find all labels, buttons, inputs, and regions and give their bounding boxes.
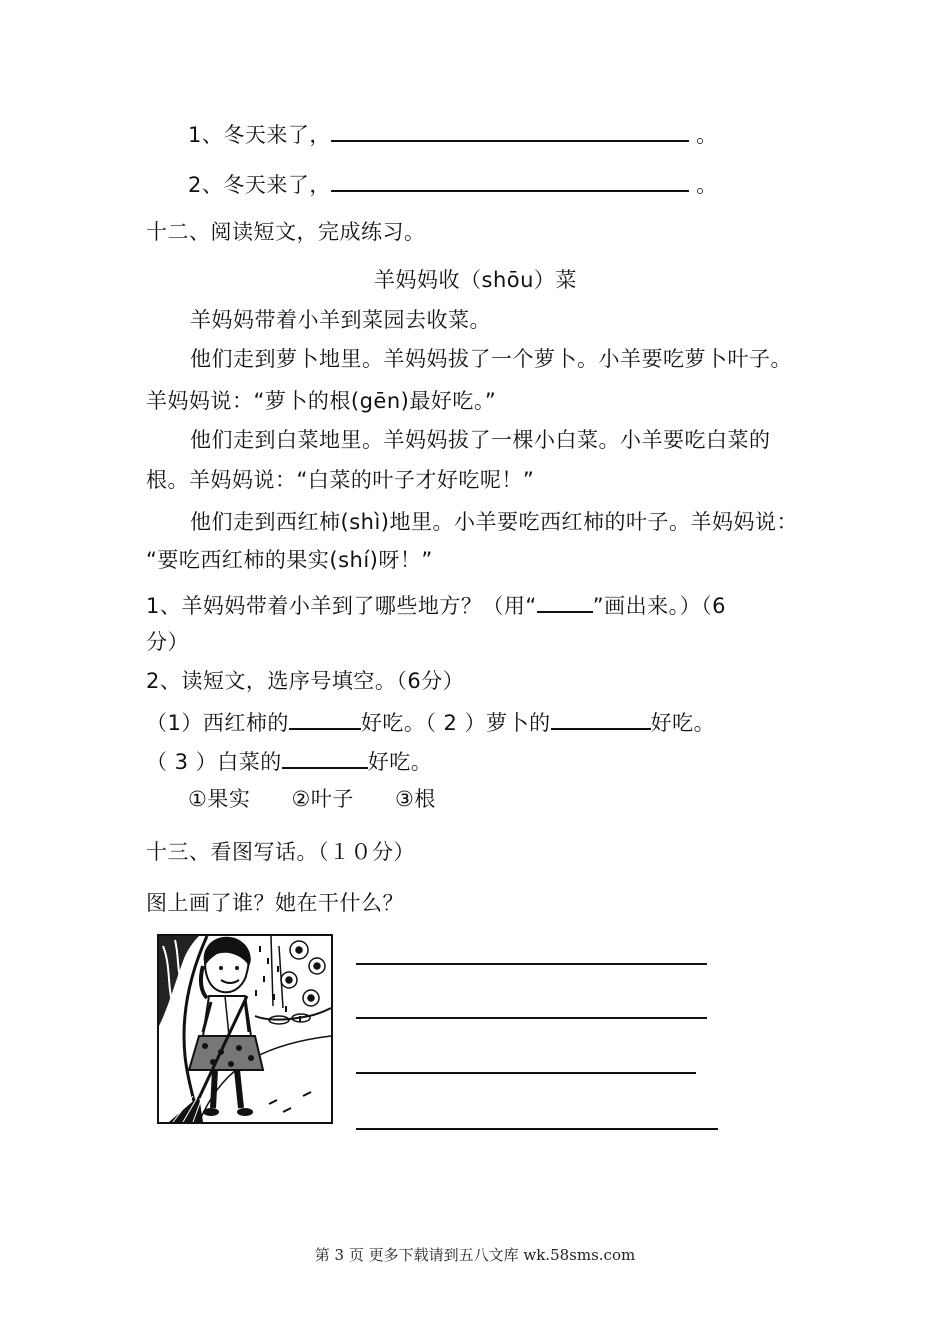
answer-options bbox=[188, 785, 436, 813]
fill-item-1-label: 1、冬天来了， bbox=[188, 123, 331, 147]
fill-item-2-label: 2、冬天来了， bbox=[188, 173, 331, 197]
fill-item-2-end: 。 bbox=[696, 173, 718, 197]
section13-heading: 十三、看图写话。（１０分） bbox=[146, 840, 415, 864]
q2-c-blank[interactable] bbox=[282, 745, 368, 769]
writing-line-1[interactable] bbox=[356, 963, 707, 965]
question-1-text-a: 1、羊妈妈带着小羊到了哪些地方？（用“ bbox=[146, 594, 537, 618]
q2-a-suffix: 好吃。 bbox=[360, 711, 426, 735]
illustration-girl-sweeping bbox=[157, 934, 333, 1124]
q2-c-prefix: （ 3 ）白菜的 bbox=[146, 750, 282, 774]
fill-item-2-blank[interactable] bbox=[331, 168, 689, 192]
question-2-row-1 bbox=[146, 706, 715, 737]
q2-b-blank[interactable] bbox=[551, 706, 651, 730]
question-1 bbox=[146, 589, 726, 620]
writing-line-4[interactable] bbox=[356, 1128, 718, 1130]
story-para-3-line-2: 根。羊妈妈说：“白菜的叶子才好吃呢！” bbox=[146, 468, 535, 492]
q2-a-prefix: （1）西红柿的 bbox=[146, 711, 289, 735]
question-1-text-b: ”画出来。）（6 bbox=[592, 594, 726, 618]
option-2: ②叶子 bbox=[291, 787, 354, 811]
writing-line-2[interactable] bbox=[356, 1017, 707, 1019]
option-1: ①果实 bbox=[188, 787, 251, 811]
story-para-4-line-1: 他们走到西红柿(shì)地里。小羊要吃西红柿的叶子。羊妈妈说： bbox=[190, 510, 798, 534]
story-para-1: 羊妈妈带着小羊到菜园去收菜。 bbox=[190, 308, 491, 332]
section12-heading: 十二、阅读短文，完成练习。 bbox=[146, 220, 426, 244]
q2-c-suffix: 好吃。 bbox=[367, 750, 433, 774]
fill-item-1-blank[interactable] bbox=[331, 118, 689, 142]
page-footer: 第 3 页 更多下载请到五八文库 wk.58sms.com bbox=[314, 1246, 636, 1264]
question-2: 2、读短文，选序号填空。（6分） bbox=[146, 669, 465, 693]
fill-item-2 bbox=[188, 168, 718, 199]
story-para-3-line-1: 他们走到白菜地里。羊妈妈拔了一棵小白菜。小羊要吃白菜的 bbox=[190, 428, 771, 452]
section13-prompt: 图上画了谁？她在干什么？ bbox=[146, 891, 404, 915]
q2-b-suffix: 好吃。 bbox=[650, 711, 716, 735]
fill-item-1-end: 。 bbox=[696, 123, 718, 147]
story-para-2-line-2: 羊妈妈说：“萝卜的根(gēn)最好吃。” bbox=[146, 389, 497, 413]
story-title: 羊妈妈收（shōu）菜 bbox=[374, 268, 577, 292]
q2-a-blank[interactable] bbox=[289, 706, 361, 730]
story-para-4-line-2: “要吃西红柿的果实(shí)呀！” bbox=[146, 548, 433, 572]
question-1-line-2: 分） bbox=[146, 630, 189, 654]
question-1-underline-sample bbox=[537, 589, 593, 613]
fill-item-1 bbox=[188, 118, 718, 149]
question-2-row-2 bbox=[146, 745, 432, 776]
q2-b-prefix: （ 2 ）萝卜的 bbox=[425, 711, 551, 735]
story-para-2-line-1: 他们走到萝卜地里。羊妈妈拔了一个萝卜。小羊要吃萝卜叶子。 bbox=[190, 347, 792, 371]
option-3: ③根 bbox=[395, 787, 436, 811]
writing-line-3[interactable] bbox=[356, 1072, 696, 1074]
